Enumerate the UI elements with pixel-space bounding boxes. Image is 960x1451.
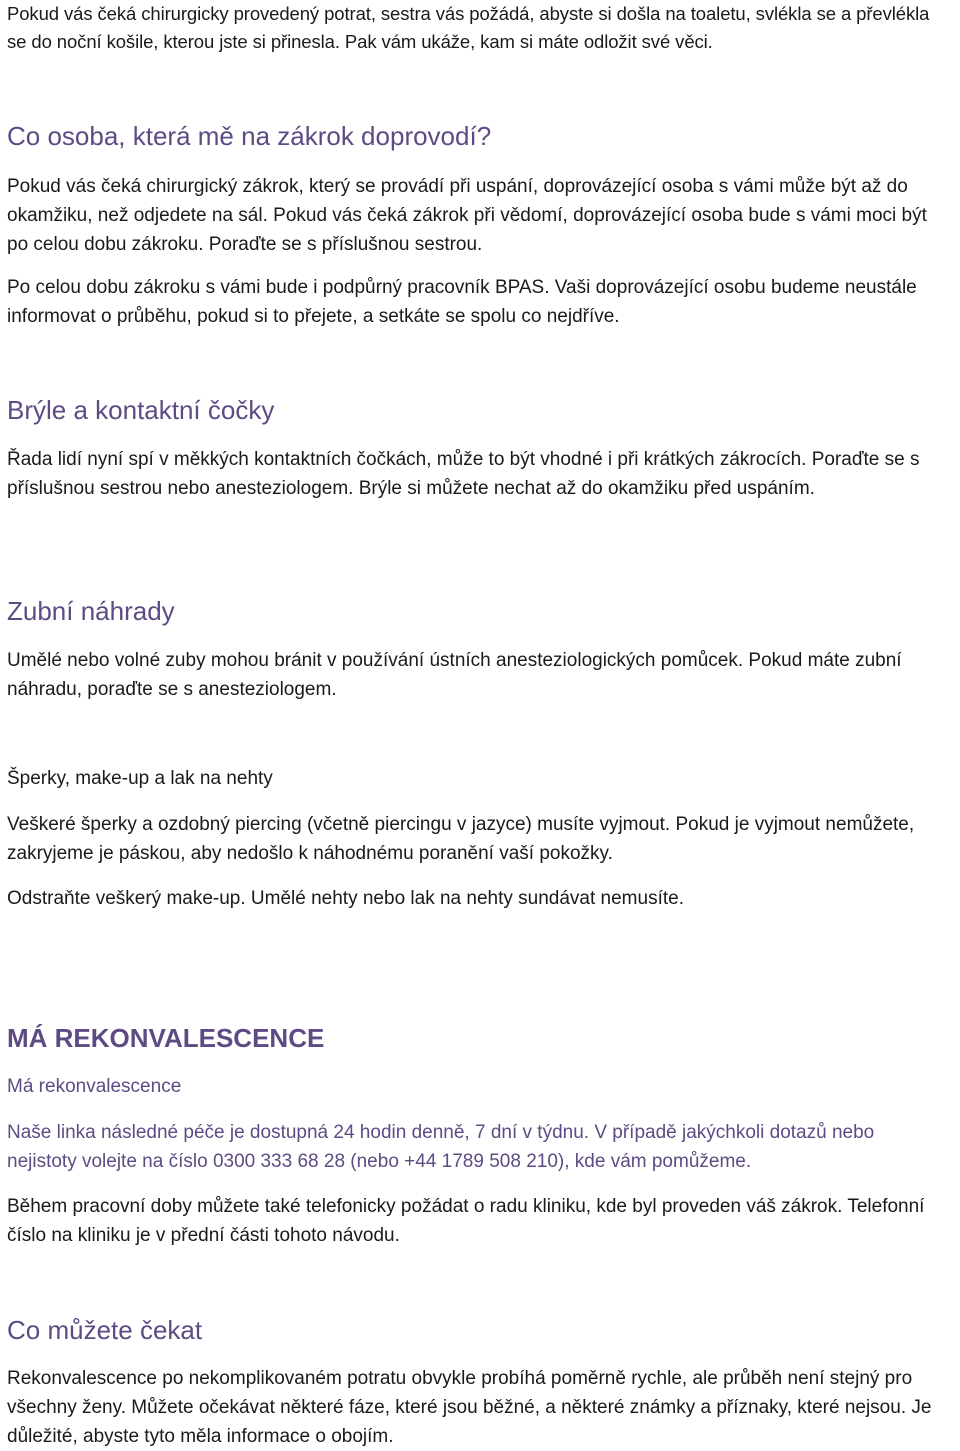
expect-heading: Co můžete čekat bbox=[7, 1315, 203, 1345]
recovery-clinic-paragraph: Během pracovní doby můžete také telefonicky požádat o radu kliniku, kde byl proveden váš zákrok. Telefonní číslo na kliniku je v přední části tohoto návodu. bbox=[7, 1196, 925, 1246]
companion-paragraph-1: Pokud vás čeká chirurgický zákrok, který se provádí při uspání, doprovázející osoba s vámi může být až do okamžiku, než odjedete na sál. Pokud vás čeká zákrok při vědomí, doprovázející osoba bude s vámi moci být po celou dobu zákroku. Poraďte se s příslušnou sestrou. bbox=[7, 176, 927, 255]
dentures-paragraph: Umělé nebo volné zuby mohou bránit v používání ústních anesteziologických pomůcek. Pokud máte zubní náhradu, poraďte se s anesteziologem. bbox=[7, 650, 902, 700]
jewelry-heading: Šperky, make-up a lak na nehty bbox=[7, 768, 273, 789]
jewelry-paragraph-1: Veškeré šperky a ozdobný piercing (včetně piercingu v jazyce) musíte vyjmout. Pokud je vyjmout nemůžete, zakryjeme je páskou, aby nedošlo k náhodnému poranění vaší pokožky. bbox=[7, 814, 915, 864]
companion-paragraph-2: Po celou dobu zákroku s vámi bude i podpůrný pracovník BPAS. Vaši doprovázející osobu budeme neustále informovat o průběhu, pokud si to přejete, a setkáte se spolu co nejdříve. bbox=[7, 277, 917, 327]
glasses-heading: Brýle a kontaktní čočky bbox=[7, 395, 275, 425]
recovery-heading: MÁ REKONVALESCENCE bbox=[7, 1023, 325, 1053]
jewelry-paragraph-2: Odstraňte veškerý make-up. Umělé nehty nebo lak na nehty sundávat nemusíte. bbox=[7, 888, 684, 909]
recovery-hotline-paragraph: Naše linka následné péče je dostupná 24 hodin denně, 7 dní v týdnu. V případě jakýchkoli dotazů nebo nejistoty volejte na číslo 0300 333 68 28 (nebo +44 1789 508 210), kde vám pomůžeme. bbox=[7, 1122, 875, 1172]
glasses-paragraph: Řada lidí nyní spí v měkkých kontaktních čočkách, může to být vhodné i při krátkých zákrocích. Poraďte se s příslušnou sestrou nebo anesteziologem. Brýle si můžete nechat až do okamžiku před uspáním. bbox=[7, 449, 920, 499]
recovery-subheading: Má rekonvalescence bbox=[7, 1076, 182, 1097]
intro-paragraph: Pokud vás čeká chirurgicky provedený potrat, sestra vás požádá, abyste si došla na toaletu, svlékla se a převlékla se do noční košile, kterou jste si přinesla. Pak vám ukáže, kam si máte odložit své věci. bbox=[7, 3, 930, 52]
companion-heading: Co osoba, která mě na zákrok doprovodí? bbox=[7, 121, 492, 151]
dentures-heading: Zubní náhrady bbox=[7, 596, 175, 626]
expect-paragraph: Rekonvalescence po nekomplikovaném potratu obvykle probíhá poměrně rychle, ale průběh není stejný pro všechny ženy. Můžete očekávat některé fáze, které jsou běžné, a některé známky a příznaky, které nejsou. Je důležité, abyste tyto měla informace o obojím. bbox=[7, 1368, 932, 1447]
